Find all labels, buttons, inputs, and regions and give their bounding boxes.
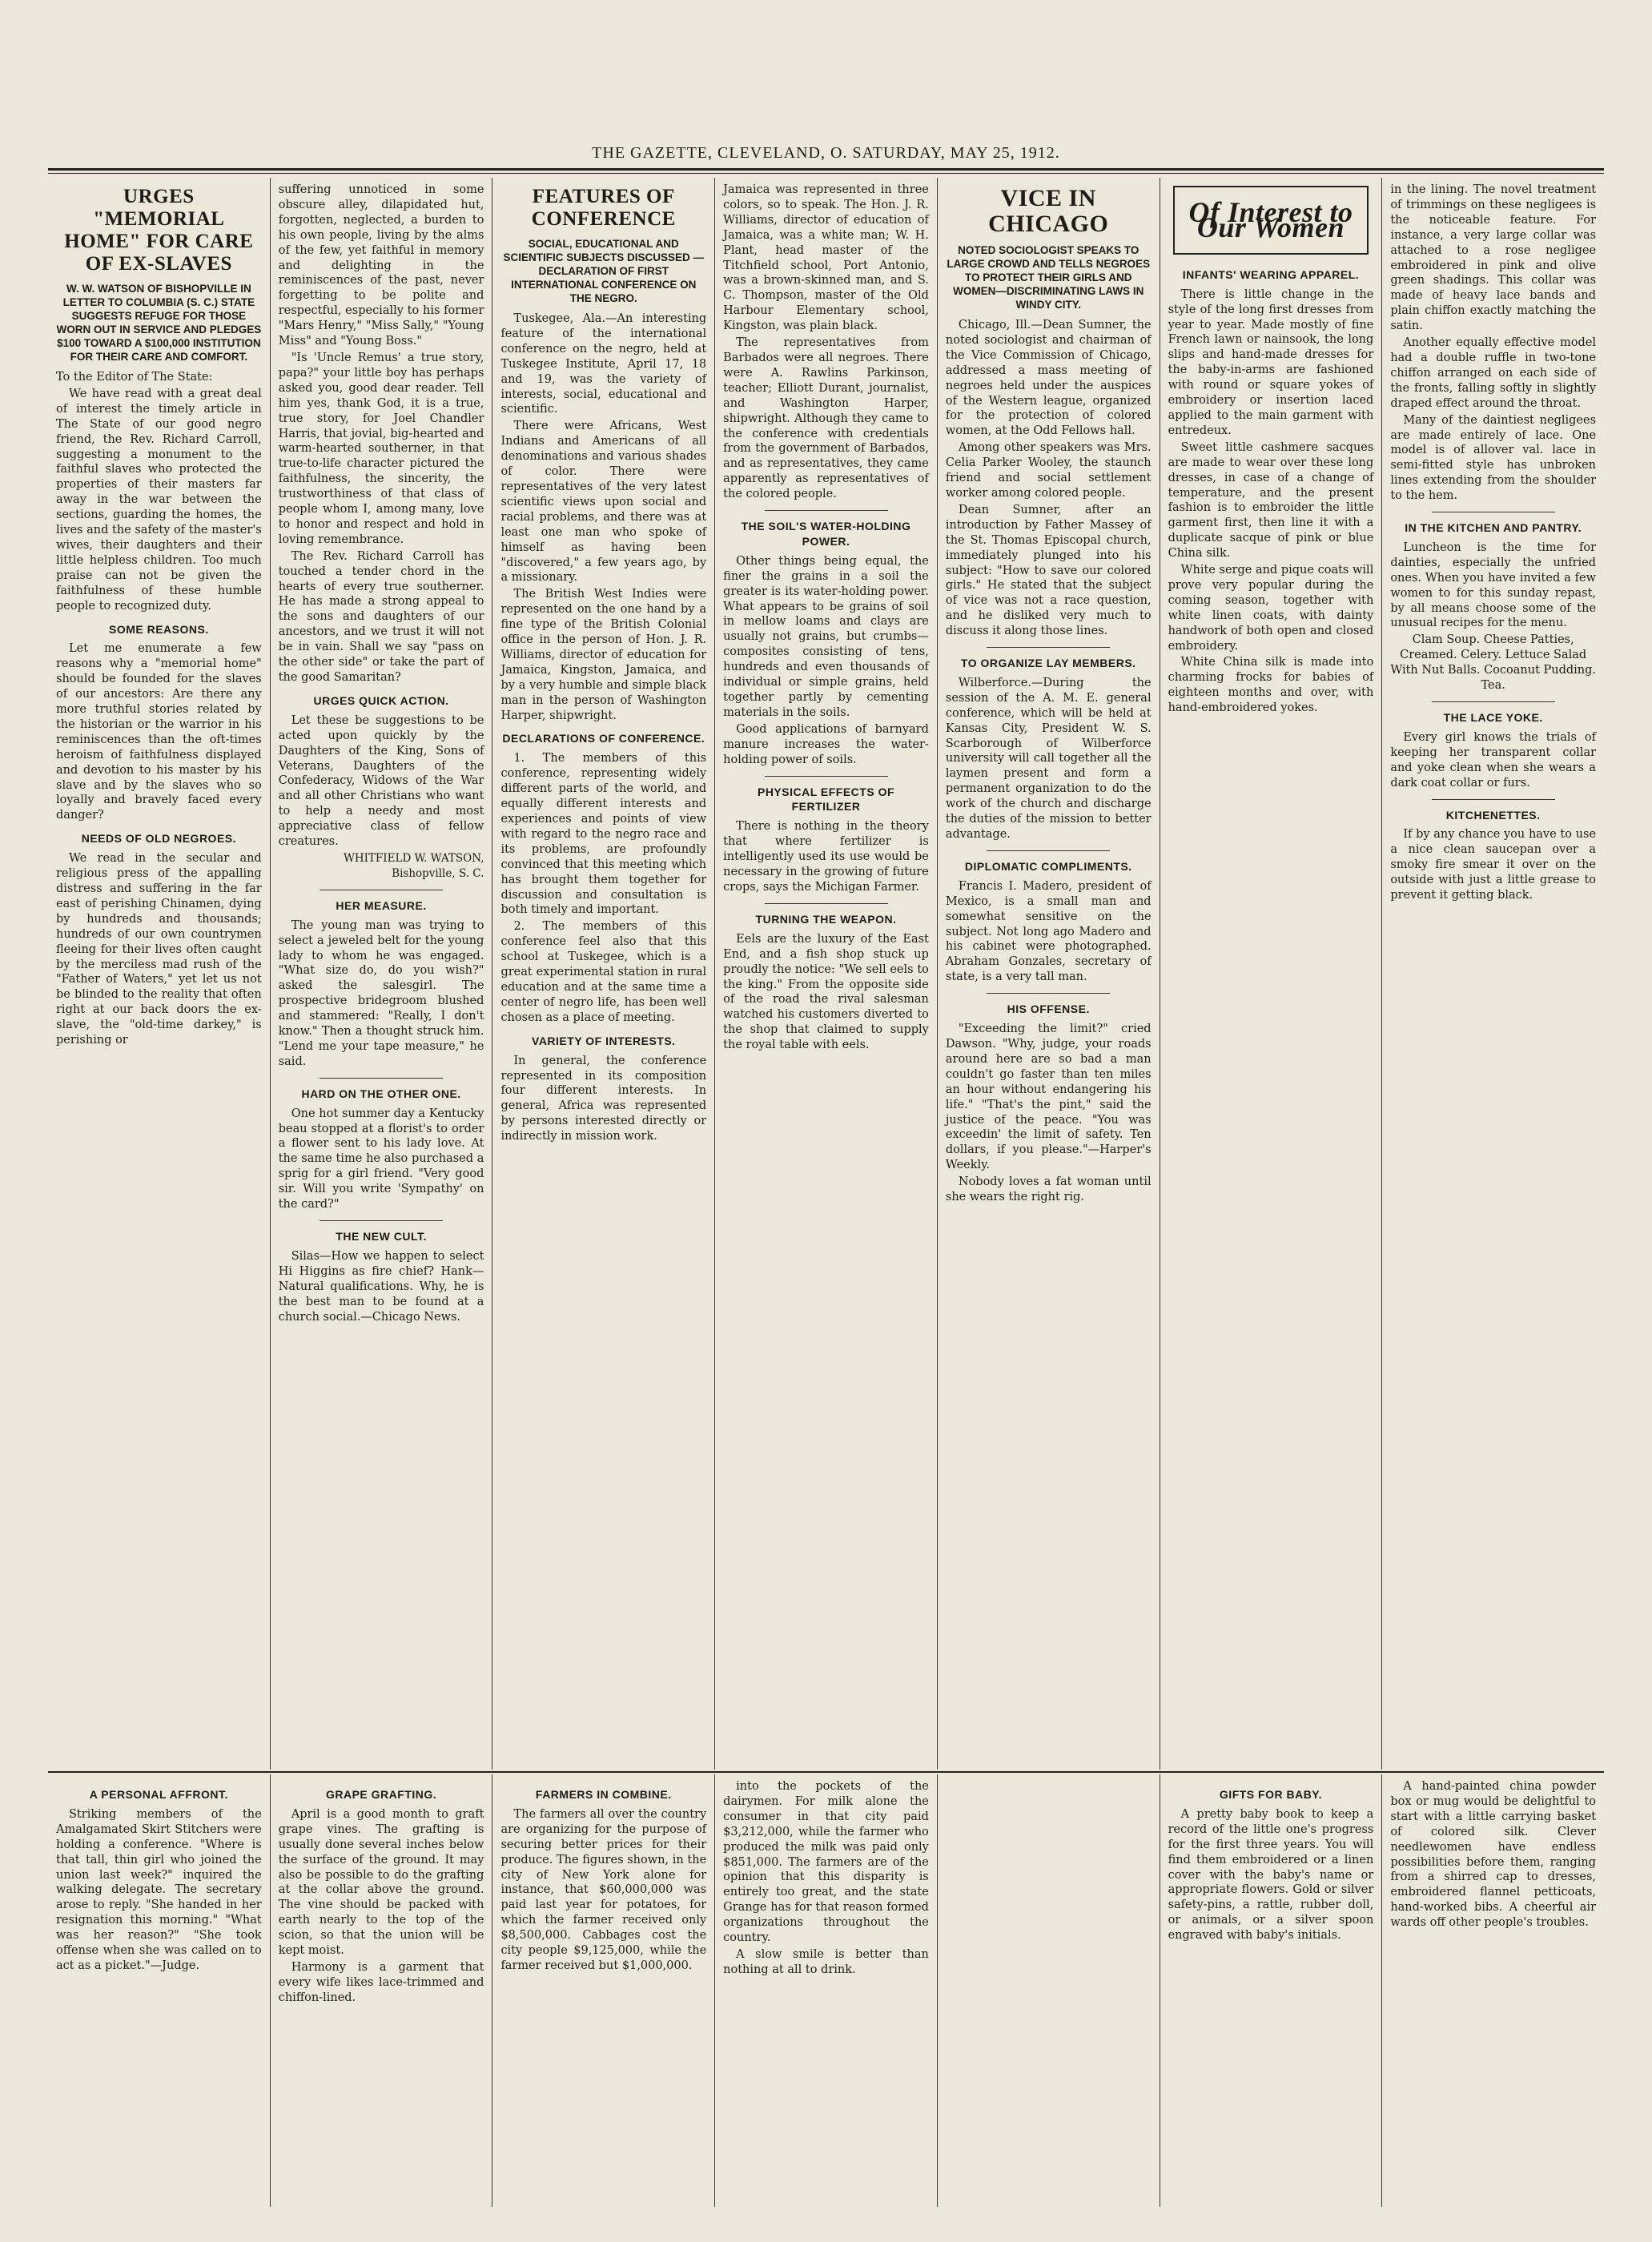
divider: [987, 647, 1110, 648]
paragraph: Francis I. Madero, president of Mexico, is a small man and somewhat sensitive on the subject. Not long ago Madero and his cabinet were photographed. Abraham Gonzales, secretary of state, is a very tall man.: [945, 879, 1152, 984]
bottom-column-3: [492, 1774, 715, 2207]
paragraph: Silas—How we happen to select Hi Higgins as fire chief? Hank—Natural qualifications. Why, he is the best man to be found at a church social.—Chicago News.: [278, 1249, 484, 1324]
paragraph: White serge and pique coats will prove very popular during the coming season, together with white linen coats, with dainty handwork of both open and closed embroidery.: [1168, 564, 1374, 653]
subhead-urges-quick-action: URGES QUICK ACTION.: [313, 693, 449, 707]
salutation: To the Editor of The State:: [56, 371, 213, 384]
paragraph: The young man was trying to select a jeweled belt for the young lady to whom he was engaged. "What size do, do you wish?" asked the salesgirl. The prospective bridegroom blushed and stammered: "Really, I don't know." Then a thought struck him. "Lend me your tape measure," he said.: [278, 918, 484, 1068]
paragraph: Good applications of barnyard manure increases the water-holding power of soils.: [723, 722, 929, 766]
paragraph: Jamaica was represented in three colors, so to speak. The Hon. J. R. Williams, director of education of Jamaica, was a white man; W. H. Plant, head master of the Titchfield school, Port Antonio, was a brown-skinned man, and S. C. Thompson, master of the Old Harbour Elementary school, Kingston, was plain black.: [723, 183, 929, 333]
divider: [765, 510, 888, 511]
column-3: [492, 178, 715, 1770]
subhead-variety-of-interests: VARIETY OF INTERESTS.: [532, 1034, 676, 1047]
deck-memorial-home: W. W. WATSON OF BISHOPVILLE IN LETTER TO COLUMBIA (S. C.) STATE SUGGESTS REFUGE FOR THOSE WORN OUT IN SERVICE AND PLEDGES $100 TOWARD A $100,000 INSTITUTION FOR THEIR CARE AND COMFORT.: [56, 283, 262, 363]
subhead-physical-effects: PHYSICAL EFFECTS OF FERTILIZER: [757, 785, 895, 814]
luncheon-menu: Clam Soup. Cheese Patties, Creamed. Celery. Lettuce Salad With Nut Balls. Cocoanut Pudding. Tea.: [1390, 633, 1597, 693]
subhead-his-offense: HIS OFFENSE.: [1007, 1002, 1090, 1016]
paragraph: There were Africans, West Indians and Americans of all denominations and various shades of color. There were representatives of the very latest scientific views upon social and racial problems, and there was at least one man who spoke of himself as having been "discovered," a few years ago, by a missionary.: [500, 420, 707, 585]
headline-memorial-home: URGES "MEMORIAL HOME" FOR CARE OF EX-SLAVES: [64, 186, 254, 275]
subhead-lace-yoke: THE LACE YOKE.: [1443, 711, 1543, 724]
paragraph: "Exceeding the limit?" cried Dawson. "Why, judge, your roads around here are so bad a man couldn't go faster than ten miles an hour without endangering his life." "That's the pint," said the justice of the peace. "You was exceedin' the limit of safety. Ten dollars, if you please."—Harper's Weekly.: [945, 1023, 1152, 1172]
divider: [987, 850, 1110, 851]
paragraph: If by any chance you have to use a nice clean saucepan over a smoky fire smear it over on the outside with just a little grease to prevent it getting black.: [1390, 828, 1597, 902]
subhead-needs-of-old-negroes: NEEDS OF OLD NEGROES.: [81, 832, 237, 846]
paragraph: The representatives from Barbados were all negroes. There were A. Rawlins Parkinson, teacher; Elliott Durant, journalist, and Washington Harper, shipwright. Although they came to the conference with credentials from the government of Barbados, and as representatives, they came apparently as representatives of the colored people.: [723, 336, 929, 501]
column-5: [938, 178, 1160, 1770]
paragraph: suffering unnoticed in some obscure alley, dilapidated hut, forgotten, neglected, a burden to his own people, living by the alms of the few, yet faithful in memory and delighting in the reminiscences of the past, never forgetting to be polite and respectful, especially to his former "Mars Henry," "Miss Sally," "Young Miss" and "Young Boss.": [278, 183, 484, 348]
paragraph: White China silk is made into charming frocks for babies of eighteen months and over, with hand-embroidered yokes.: [1168, 656, 1374, 715]
divider: [320, 1220, 443, 1221]
divider: [765, 903, 888, 904]
deck-vice-in-chicago: NOTED SOCIOLOGIST SPEAKS TO LARGE CROWD AND TELLS NEGROES TO PROTECT THEIR GIRLS AND WOMEN—DISCRIMINATING LAWS IN WINDY CITY.: [947, 244, 1151, 311]
masthead-rule-thin: [48, 173, 1604, 174]
subhead-kitchen-and-pantry: IN THE KITCHEN AND PANTRY.: [1405, 521, 1582, 535]
paragraph: In general, the conference represented in its composition four different interests. In general, Africa was represented by persons interested directly or indirectly in mission work.: [500, 1054, 707, 1143]
paragraph: The British West Indies were represented on the one hand by a fine type of the British Colonial office in the person of Hon. J. R. Williams, director of education for Jamaica, Kingston, Jamaica, and by a very humble and simple black man in the person of Washington Harper, shipwright.: [500, 588, 707, 722]
bottom-section-rule: [48, 1771, 1604, 1773]
divider: [765, 776, 888, 777]
paragraph: Nobody loves a fat woman until she wears the right rig.: [945, 1175, 1152, 1204]
bottom-column-2: [271, 1774, 493, 2207]
paragraph: The Rev. Richard Carroll has touched a tender chord in the hearts of every true southerner. He has made a strong appeal to the sons and daughters of our ancestors, and we trust it will not be in vain. Shall we say "pass on the other side" or take the part of the good Samaritan?: [278, 549, 484, 684]
masthead-rule: [48, 168, 1604, 171]
womens-section-banner: Of Interest to Our Women: [1173, 186, 1369, 255]
paragraph: Many of the daintiest negligees are made entirely of lace. One model is of allover val. lace in semi-fitted style has unbroken lines extending from the shoulder to the hem.: [1390, 413, 1597, 503]
paragraph: Eels are the luxury of the East End, and a fish shop stuck up proudly the notice: "We sell eels to the king." From the opposite side of the road the rival salesman watched his customers diverted to the shop that claimed to supply the royal table with eels.: [723, 932, 929, 1052]
bottom-column-6: [1160, 1774, 1383, 2207]
paragraph: Striking members of the Amalgamated Skirt Stitchers were holding a conference. "Where is that tall, thin girl who joined the union last week?" inquired the walking delegate. The secretary arose to reply. "She handed in her resignation this morning." "What was her reason?" "She took offense when she was called on to act as a picket."—Judge.: [56, 1807, 262, 1972]
deck-features-of-conference: SOCIAL, EDUCATIONAL AND SCIENTIFIC SUBJECTS DISCUSSED — DECLARATION OF FIRST INTERNATIONAL CONFERENCE ON THE NEGRO.: [503, 238, 705, 304]
subhead-hard-on-the-other-one: HARD ON THE OTHER ONE.: [301, 1087, 461, 1100]
divider: [1432, 799, 1555, 800]
subhead-lay-members: TO ORGANIZE LAY MEMBERS.: [960, 657, 1136, 670]
column-4: [715, 178, 938, 1770]
paragraph: Tuskegee, Ala.—An interesting feature of the international conference on the negro, held at Tuskegee Institute, April 17, 18 and 19, was the variety of interests, social, educational and scientific.: [500, 312, 707, 416]
bottom-column-7: [1382, 1774, 1604, 2207]
paragraph: Other things being equal, the finer the grains in a soil the greater is its water-holding power. What appears to be grains of soil in mellow loams and clays are usually not grains, but crumbs—composites consisting of tens, hundreds and even thousands of individual or simple grains, held together partly by cementing materials in the soils.: [723, 554, 929, 719]
bottom-column-4: [715, 1774, 938, 2207]
column-2: [271, 178, 493, 1770]
paragraph: Wilberforce.—During the session of the A. M. E. general conference, which will be held at Kansas City, President W. S. Scarborough of Wilberforce university will call together all the laymen present and form a permanent organization to do the work of the church and discharge the duties of the mission to better advantage.: [945, 676, 1152, 841]
paragraph: "Is 'Uncle Remus' a true story, papa?" your little boy has perhaps asked you, good dear reader. Tell him yes, thank God, it is a true, true story, for Joel Chandler Harris, that jovial, big-hearted and warm-hearted southerner, in that true-to-life character pictured the faithfulness, the sincerity, the trustworthiness of that class of people whom I, among many, love to honor and respect and hold in loving remembrance.: [278, 351, 484, 546]
subhead-diplomatic-compliments: DIPLOMATIC COMPLIMENTS.: [964, 859, 1132, 873]
subhead-soil-water-holding: THE SOIL'S WATER-HOLDING POWER.: [741, 520, 911, 548]
signature: WHITFIELD W. WATSON, Bishopville, S. C.: [343, 851, 484, 880]
subhead-personal-affront: A PERSONAL AFFRONT.: [89, 1788, 228, 1801]
paragraph: Dean Sumner, after an introduction by Father Massey of the St. Thomas Episcopal church, immediately plunged into his subject: "How to save our colored girls." He stated that the subject of vice was not a race question, and he disliked very much to discuss it along those lines.: [945, 503, 1152, 638]
paragraph: There is nothing in the theory that where fertilizer is intelligently used its use would be necessary in the growing of future crops, says the Michigan Farmer.: [723, 820, 929, 894]
subhead-infants-apparel: INFANTS' WEARING APPAREL.: [1182, 267, 1360, 281]
paragraph: A hand-painted china powder box or mug would be delightful to start with a little carrying basket of colored silk. Clever needlewomen have endless possibilities before them, ranging from a shirred cap to dresses, embroidered flannel petticoats, hand-worked bibs. A cheerful air wards off other people's troubles.: [1390, 1780, 1597, 1930]
paragraph: We have read with a great deal of interest the timely article in The State of our good negro friend, the Rev. Richard Carroll, suggesting a monument to the faithful slaves who protected the properties of their masters far away in the war between the sections, guarding the homes, the lives and the safety of the master's wives, their daughters and their little helpless children. Too much praise can not be given the faithfulness of these humble people to recognized duty.: [56, 387, 262, 613]
paragraph: Chicago, Ill.—Dean Sumner, the noted sociologist and chairman of the Vice Commission of Chicago, addressed a mass meeting of negroes held under the auspices of the Western league, organized for the protection of colored women, at the Odd Fellows hall.: [945, 319, 1152, 438]
masthead: THE GAZETTE, CLEVELAND, O. SATURDAY, MAY 25, 1912.: [592, 144, 1060, 162]
paragraph: Let me enumerate a few reasons why a "memorial home" should be founded for the slaves of our ancestors: Are there any more truthful stories related by the historian or the warrior in his reminiscences than the oft-times heroism of faithfulness displayed and devotion to his master by his slave and by the slaves who so loyally and bravely faced every danger?: [56, 642, 262, 822]
paragraph: Let these be suggestions to be acted upon quickly by the Daughters of the King, Sons of Veterans, Daughters of the Confederacy, Widows of the War and all other Christians who want to help a needy and most appreciative class of fellow creatures.: [278, 713, 484, 849]
paragraph: Harmony is a garment that every wife likes lace-trimmed and chiffon-lined.: [278, 1960, 484, 2004]
headline-features-of-conference: FEATURES OF CONFERENCE: [531, 186, 676, 230]
paragraph: Sweet little cashmere sacques are made to wear over these long dresses, in case of a change of temperature, and the present fashion is to embroider the little garment first, then line it with a duplicate sacque of pink or blue China silk.: [1168, 440, 1374, 560]
divider: [987, 993, 1110, 994]
divider: [1432, 701, 1555, 702]
column-1: [48, 178, 271, 1770]
bottom-section: [48, 1774, 1604, 2207]
paragraph: Among other speakers was Mrs. Celia Parker Wooley, the staunch friend and social settlement worker among colored people.: [945, 441, 1152, 500]
paragraph: A slow smile is better than nothing at all to drink.: [723, 1947, 929, 1976]
paragraph: into the pockets of the dairymen. For milk alone the consumer in that city paid $3,212,000, while the farmer who produced the milk was paid only $851,000. The farmers are of the opinion that this disparity is entirely too great, and the state Grange has for that reason formed organizations throughout the country.: [723, 1780, 929, 1945]
column-7: [1382, 178, 1604, 1770]
subhead-turning-the-weapon: TURNING THE WEAPON.: [755, 912, 897, 926]
bottom-column-1: [48, 1774, 271, 2207]
paragraph: A pretty baby book to keep a record of the little one's progress for the first three years. You will find them embroidered or a linen cover with the baby's name or appropriate flowers. Gold or silver safety-pins, a rattle, rubber doll, or animals, or a silver spoon engraved with baby's initials.: [1168, 1807, 1374, 1943]
headline-vice-in-chicago: VICE IN CHICAGO: [988, 185, 1109, 237]
article-columns: [48, 178, 1604, 1770]
paragraph: There is little change in the style of the long first dresses from year to year. Made mostly of fine French lawn or nainsook, the long slips and hand-made dresses for the baby-in-arms are fashioned with round or square yokes of embroidery or insertion laced applied to the main garment with entredeux.: [1168, 287, 1374, 437]
paragraph: Another equally effective model had a double ruffle in two-tone chiffon arranged on each side of the fronts, falling softly in slightly draped effect around the throat.: [1390, 336, 1597, 410]
paragraph: Every girl knows the trials of keeping her transparent collar and yoke clean when she wears a dark coat collar or furs.: [1390, 730, 1597, 790]
paragraph: The farmers all over the country are organizing for the purpose of securing better prices for their produce. The figures shown, in the city of New York alone for instance, that $60,000,000 was paid last year for potatoes, for which the farmer received only $8,500,000. Cabbages cost the city people $9,125,000, while the farmer received but $1,000,000.: [500, 1807, 707, 1972]
paragraph: 2. The members of this conference feel also that this school at Tuskegee, which is a great experimental station in rural education and at the same time a center of negro life, has been well chosen as a place of meeting.: [500, 920, 707, 1024]
subhead-gifts-for-baby: GIFTS FOR BABY.: [1219, 1788, 1322, 1801]
bottom-column-5: [938, 1774, 1160, 2207]
subhead-farmers-in-combine: FARMERS IN COMBINE.: [535, 1788, 672, 1801]
paragraph: We read in the secular and religious press of the appalling distress and suffering in the far east of perishing Chinamen, dying by hundreds and thousands; hundreds of our own countrymen fleeing for their lives often caught by the merciless mad rush of the "Father of Waters," yet let us not be blinded to the reality that often right at our back doors the ex-slave, the "old-time darkey," is perishing or: [56, 852, 262, 1047]
column-6: [1160, 178, 1383, 1770]
subhead-the-new-cult: THE NEW CULT.: [336, 1230, 427, 1243]
divider: [320, 1078, 443, 1079]
subhead-some-reasons: SOME REASONS.: [108, 622, 209, 636]
subhead-her-measure: HER MEASURE.: [336, 898, 427, 912]
paragraph: 1. The members of this conference, representing widely different parts of the world, and equally different interests and experiences and points of view with regard to the negro race and its problems, are profoundly convinced that this meeting which has brought them together for discussion and consultation is both timely and important.: [500, 752, 707, 917]
paragraph: in the lining. The novel treatment of trimmings on these negligees is the noticeable feature. For instance, a very large collar was attached to a rose negligee embroidered in pink and olive green shadings. This collar was made of heavy lace bands and plain chiffon exactly matching the satin.: [1390, 183, 1597, 333]
subhead-declarations: DECLARATIONS OF CONFERENCE.: [502, 732, 705, 745]
paragraph: One hot summer day a Kentucky beau stopped at a florist's to order a flower sent to his lady love. At the same time he also purchased a sprig for a girl friend. "Very good sir. Will you write 'Sympathy' on the card?": [278, 1107, 484, 1211]
subhead-grape-grafting: GRAPE GRAFTING.: [325, 1788, 437, 1801]
paragraph: Luncheon is the time for dainties, especially the unfried ones. When you have invited a few women to for this sunday repast, by all means choose some of the unusual recipes for the menu.: [1390, 540, 1597, 630]
paragraph: April is a good month to graft grape vines. The grafting is usually done several inches below the surface of the ground. It may also be possible to do the grafting at the collar above the ground. The vine should be packed with earth nearly to the top of the scion, so that the union will be kept moist.: [278, 1807, 484, 1958]
subhead-kitchenettes: KITCHENETTES.: [1445, 808, 1541, 822]
